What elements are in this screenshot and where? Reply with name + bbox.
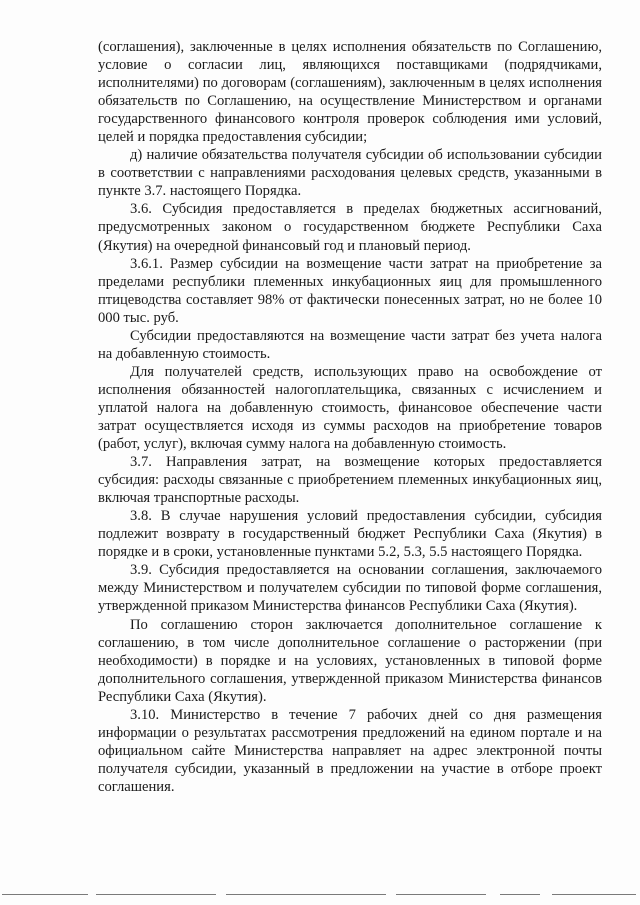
paragraph-3-7: 3.7. Направления затрат, на возмещение которых предоставляется субсидия: расходы связанные с приобретением племенных инкубационных яиц, включая транспортные расходы. <box>98 454 602 507</box>
scan-edge-segment <box>396 894 486 895</box>
scan-edge-segment <box>226 894 386 895</box>
paragraph-3-9: 3.9. Субсидия предоставляется на основании соглашения, заключаемого между Министерством и получателем субсидии по типовой форме соглашения, утвержденной приказом Министерства финансов Республики Саха (Якутия). <box>98 562 602 615</box>
scan-bottom-edge <box>0 893 640 897</box>
paragraph-additional-agreement: По соглашению сторон заключается дополнительное соглашение к соглашению, в том числе дополнительное соглашение о расторжении (при необходимости) в порядке и на условиях, установленных в типовой форме дополнительного соглашения, утвержденной приказом Министерства финансов Республики Саха (Якутия). <box>98 616 602 705</box>
scan-edge-segment <box>552 894 636 895</box>
scan-edge-segment <box>96 894 216 895</box>
paragraph-3-10: 3.10. Министерство в течение 7 рабочих дней со дня размещения информации о результатах рассмотрения предложений на едином портале и на официальном сайте Министерства направляет на адрес электронной почты получателя субсидии, указанный в предложении на участие в отборе проект соглашения. <box>98 706 602 795</box>
paragraph-3-8: 3.8. В случае нарушения условий предоставления субсидии, субсидия подлежит возврату в государственный бюджет Республики Саха (Якутия) в порядке и в сроки, установленные пунктами 5.2, 5.3, 5.5 настоящего Порядка. <box>98 508 602 561</box>
scan-edge-segment <box>500 894 540 895</box>
paragraph-3-6-1: 3.6.1. Размер субсидии на возмещение части затрат на приобретение за пределами республики племенных инкубационных яиц для промышленного птицеводства составляет 98% от фактически понесенных затрат, но не более 10 000 тыс. руб. <box>98 255 602 326</box>
document-body <box>98 38 602 796</box>
scan-edge-segment <box>2 894 88 895</box>
paragraph-vat-exempt-recipients: Для получателей средств, использующих право на освобождение от исполнения обязанностей налогоплательщика, связанных с исчислением и уплатой налога на добавленную стоимость, финансовое обеспечение части затрат осуществляется исходя из суммы расходов на приобретение товаров (работ, услуг), включая сумму налога на добавленную стоимость. <box>98 363 602 453</box>
paragraph-3-6: 3.6. Субсидия предоставляется в пределах бюджетных ассигнований, предусмотренных законом о государственном бюджете Республики Саха (Якутия) на очередной финансовый год и плановый период. <box>98 201 602 254</box>
paragraph-conditions-continuation: (соглашения), заключенные в целях исполнения обязательств по Соглашению, условие о согласии лиц, являющихся поставщиками (подрядчиками, исполнителями) по договорам (соглашениям), заключенным в целях исполнения обязательств по Соглашению, на осуществление Министерством и органами государственного финансового контроля проверок соблюдения ими условий, целей и порядка предоставления субсидии; <box>98 39 602 146</box>
paragraph-vat-excluded: Субсидии предоставляются на возмещение части затрат без учета налога на добавленную стоимость. <box>98 327 602 362</box>
paragraph-item-d: д) наличие обязательства получателя субсидии об использовании субсидии в соответствии с направлениями расходования целевых средств, указанными в пункте 3.7. настоящего Порядка. <box>98 147 602 200</box>
